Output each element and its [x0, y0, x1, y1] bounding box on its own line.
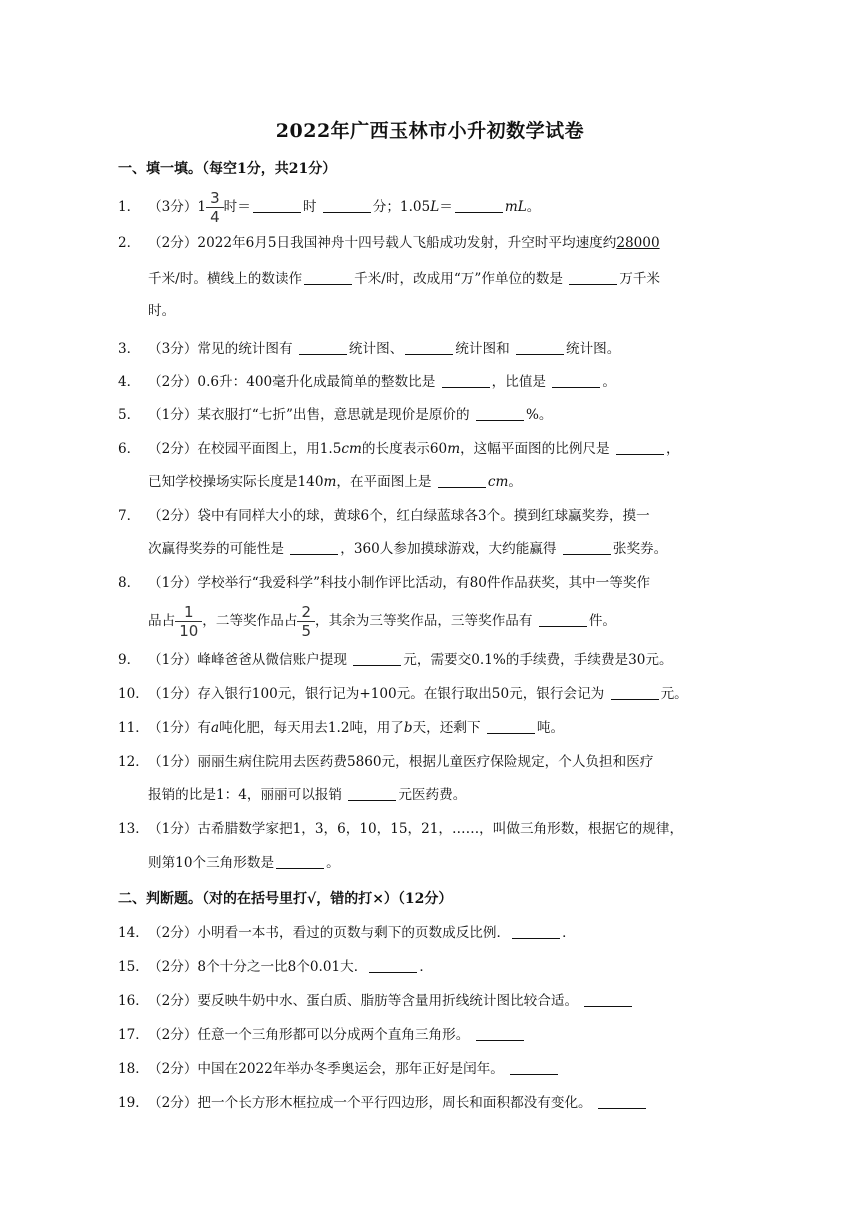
question-6-line-2: 已知学校操场实际长度是140m，在平面图上是 cm。 [148, 474, 522, 490]
question-5: 5． （1分）某衣服打“七折”出售，意思就是现价是原价的 %。 [118, 407, 553, 423]
answer-blank[interactable] [348, 786, 396, 801]
question-12-line-2: 报销的比是1：4，丽丽可以报销 元医药费。 [148, 787, 467, 803]
fraction-two-fifths: $\frac{2}{5}$ [299, 604, 313, 639]
question-9: 9． （1分）峰峰爸爸从微信账户提现 元，需要交0.1%的手续费，手续费是30元。 [118, 652, 673, 668]
section-fill-in-heading: 一、填一填。（每空1分，共21分） [118, 161, 337, 177]
answer-blank[interactable] [323, 198, 371, 213]
question-2-line-2: 千米/时。横线上的数读作 千米/时，改成用“万”作单位的数是 万千米 [148, 271, 661, 287]
question-1: 1． （3分）1 $\frac{3}{4}$ 时＝ 时 分；1.05L＝ mL。 [118, 189, 541, 226]
answer-blank[interactable] [552, 373, 600, 388]
answer-blank[interactable] [512, 924, 560, 939]
answer-blank[interactable] [569, 270, 617, 285]
answer-blank[interactable] [455, 198, 503, 213]
question-18: 18．（2分）中国在2022年举办冬季奥运会，那年正好是闰年。 [118, 1054, 738, 1085]
question-4: 4． （2分）0.6升：400毫升化成最简单的整数比是 ，比值是 。 [118, 374, 616, 390]
answer-blank[interactable] [516, 340, 564, 355]
answer-blank[interactable] [353, 651, 401, 666]
answer-blank[interactable] [405, 340, 453, 355]
question-8: 8． （1分）学校举行“我爱科学”科技小制作评比活动，有80件作品获奖，其中一等奖作 [118, 575, 651, 591]
question-13: 13．（1分）古希腊数学家把1，3，6，10，15，21，……，叫做三角形数，根据它的规律， [118, 821, 684, 837]
question-6: 6． （2分）在校园平面图上，用1.5cm的长度表示60m，这幅平面图的比例尺是 ， [118, 441, 680, 457]
answer-blank[interactable] [563, 540, 611, 555]
question-19: 19．（2分）把一个长方形木框拉成一个平行四边形，周长和面积都没有变化。 [118, 1088, 738, 1119]
answer-blank[interactable] [611, 685, 659, 700]
question-13-line-2: 则第10个三角形数是 。 [148, 855, 340, 871]
page-title: 2022年广西玉林市小升初数学试卷 [275, 120, 585, 142]
question-16: 16．（2分）要反映牛奶中水、蛋白质、脂肪等含量用折线统计图比较合适。 [118, 986, 738, 1017]
question-2: 2． （2分）2022年6月5日我国神舟十四号载人飞船成功发射，升空时平均速度约28000 [118, 235, 660, 251]
answer-blank[interactable] [442, 373, 490, 388]
question-17: 17．（2分）任意一个三角形都可以分成两个直角三角形。 [118, 1020, 738, 1051]
answer-blank[interactable] [304, 270, 352, 285]
question-7: 7． （2分）袋中有同样大小的球，黄球6个，红白绿蓝球各3个。摸到红球赢奖券，摸一 [118, 508, 650, 524]
fraction-one-tenth: $\frac{1}{10}$ [177, 604, 200, 639]
answer-blank[interactable] [299, 340, 347, 355]
answer-blank[interactable] [369, 958, 417, 973]
question-12: 12．（1分）丽丽生病住院用去医药费5860元，根据儿童医疗保险规定，个人负担和医疗 [118, 754, 654, 770]
answer-blank[interactable] [476, 406, 524, 421]
question-2-line-3: 时。 [148, 303, 176, 319]
question-10: 10．（1分）存入银行100元，银行记为+100元。在银行取出50元，银行会记为 元。 [118, 686, 688, 702]
answer-blank[interactable] [487, 719, 535, 734]
answer-blank[interactable] [539, 612, 587, 627]
answer-blank[interactable] [253, 198, 301, 213]
answer-blank[interactable] [510, 1060, 558, 1075]
answer-blank[interactable] [616, 440, 664, 455]
question-7-line-2: 次赢得奖券的可能性是 ，360人参加摸球游戏，大约能赢得 张奖券。 [148, 541, 668, 557]
fraction-three-quarters: $\frac{3}{4}$ [208, 190, 222, 225]
question-15: 15．（2分）8个十分之一比8个0.01大． ． [118, 959, 433, 975]
answer-blank[interactable] [584, 992, 632, 1007]
answer-blank[interactable] [290, 540, 338, 555]
underlined-number: 28000 [616, 235, 660, 251]
question-3: 3． （3分）常见的统计图有 统计图、 统计图和 统计图。 [118, 341, 621, 357]
question-14: 14．（2分）小明看一本书，看过的页数与剩下的页数成反比例． ． [118, 925, 576, 941]
answer-blank[interactable] [276, 854, 324, 869]
question-11: 11．（1分）有a吨化肥，每天用去1.2吨，用了b天，还剩下 吨。 [118, 720, 565, 736]
question-8-line-2: 品占 $\frac{1}{10}$ ，二等奖作品占 $\frac{2}{5}$ ，其余为三等奖作品，三等奖作品有 件。 [148, 603, 616, 640]
answer-blank[interactable] [598, 1094, 646, 1109]
answer-blank[interactable] [438, 473, 486, 488]
section-true-false-heading: 二、判断题。（对的在括号里打√，错的打×）（12分） [118, 891, 453, 907]
answer-blank[interactable] [476, 1026, 524, 1041]
